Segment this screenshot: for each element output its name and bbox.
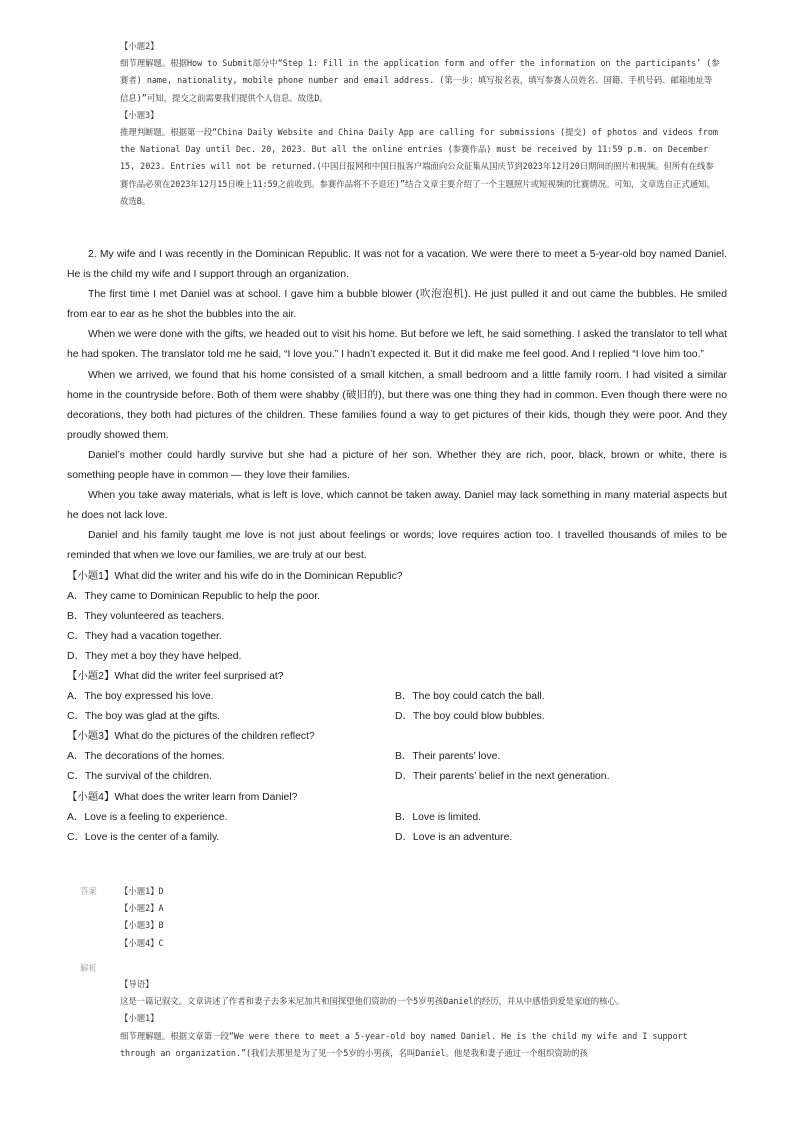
question-title: 【小题4】What does the writer learn from Daniel? bbox=[67, 791, 298, 803]
previous-explanation bbox=[120, 38, 720, 210]
question-2 bbox=[67, 667, 727, 727]
paragraph-6: When you take away materials, what is left is love, which cannot be taken away. Daniel may lack something in many material aspects but he does not lack love. bbox=[67, 490, 727, 522]
option-d: D．Their parents’ belief in the next generation. bbox=[395, 771, 610, 783]
guide-text: 这是一篇记叙文。文章讲述了作者和妻子去多米尼加共和国探望他们资助的一个5岁男孩Daniel的经历，并从中感悟到爱是家庭的核心。 bbox=[120, 996, 625, 1007]
option-d: D．The boy could blow bubbles. bbox=[395, 711, 545, 723]
answers-label: 答案 bbox=[80, 886, 97, 896]
question-title: 【小题2】What did the writer feel surprised at? bbox=[67, 670, 284, 682]
option-c: C．The boy was glad at the gifts. bbox=[67, 711, 221, 723]
option-b: B．Their parents’ love. bbox=[395, 751, 501, 763]
answer-3: 【小题3】B bbox=[120, 920, 164, 931]
answers-list bbox=[120, 883, 164, 952]
answer-1: 【小题1】D bbox=[120, 886, 164, 896]
paragraph-2: The first time I met Daniel was at school. I gave him a bubble blower (吹泡泡机). He just pulled it and out came the bubbles. He smiled from ear to ear as he shot the bubbles into the air. bbox=[67, 289, 727, 321]
options-row bbox=[67, 828, 727, 848]
options-row bbox=[67, 808, 727, 828]
option-d: D．They met a boy they have helped. bbox=[67, 650, 242, 662]
paragraph-5: Daniel’s mother could hardly survive but she had a picture of her son. Whether they are rich, poor, black, brown or white, there is something people have in common — they love their families. bbox=[67, 449, 727, 482]
analysis-q1-text: 细节理解题。根据文章第一段“We were there to meet a 5-year-old boy named Daniel. He is the child my wife and I support through an organization.”(我们去那里是为了见一个5岁的小男孩，名叫Daniel。他是我和妻子通过一个组织资助的孩 bbox=[120, 1030, 688, 1058]
q2-explanation: 细节理解题。根据How to Submit部分中“Step 1: Fill in the application form and offer the information on the participants’ (参赛者) name, nationality, mobile phone number and email address. (第一步：填写报名表，填写参赛人员姓名、国籍、手机号码、邮箱地址等信息)”可知，提交之前需要我们提供个人信息。故选D。 bbox=[120, 58, 720, 103]
option-b: B．They volunteered as teachers. bbox=[67, 610, 225, 622]
paragraph-1: 2. My wife and I was recently in the Dominican Republic. It was not for a vacation. We were there to meet a 5-year-old boy named Daniel. He is the child my wife and I support through an organization. bbox=[67, 249, 727, 281]
paragraph-3: When we were done with the gifts, we headed out to visit his home. But before we left, he said something. I asked the translator to tell what he had spoken. The translator told me he said, “I love you.” I hadn’t expected it. But it did make me feel good. And I replied “I love him too.” bbox=[67, 329, 727, 361]
q3-tag: 【小题3】 bbox=[120, 109, 159, 120]
options-row bbox=[67, 707, 727, 727]
q2-tag: 【小题2】 bbox=[120, 41, 159, 51]
question-4 bbox=[67, 788, 727, 848]
guide-tag: 【导语】 bbox=[120, 979, 154, 989]
option-a: A．Love is a feeling to experience. bbox=[67, 811, 228, 823]
analysis-body bbox=[120, 976, 720, 1062]
reading-passage bbox=[67, 245, 727, 848]
paragraph-7: Daniel and his family taught me love is not just about feelings or words; love requires action too. I travelled thousands of miles to be reminded that when we love our families, we are truly at our best. bbox=[67, 530, 727, 562]
question-3 bbox=[67, 727, 727, 787]
option-b: B．The boy could catch the ball. bbox=[395, 691, 545, 703]
question-title: 【小题1】What did the writer and his wife do in the Dominican Republic? bbox=[67, 570, 403, 582]
options-row bbox=[67, 767, 727, 787]
answer-2: 【小题2】A bbox=[120, 903, 164, 914]
options-row bbox=[67, 687, 727, 707]
option-a: A．The decorations of the homes. bbox=[67, 751, 225, 763]
option-d: D．Love is an adventure. bbox=[395, 831, 513, 843]
option-a: A．The boy expressed his love. bbox=[67, 691, 214, 703]
paragraph-4: When we arrived, we found that his home consisted of a small kitchen, a small bedroom and a little family room. I had visited a similar home in the countryside before. Both of them were shabby (破旧的), but there was one thing they had in common. Even though there were no decorations, they both had pictures of the children. These families found a way to get pictures of their kids, though they were poor. And they proudly showed them. bbox=[67, 369, 727, 441]
analysis-q1-tag: 【小题1】 bbox=[120, 1013, 159, 1024]
option-c: C．Love is the center of a family. bbox=[67, 831, 220, 843]
q3-explanation: 推理判断题。根据第一段“China Daily Website and China Daily App are calling for submissions (提交) of photos and videos from the National Day until Dec. 20, 2023. But all the online entries (参赛作品) must be received by 11:59 p.m. on December 15, 2023. Entries will not be returned.(中国日报网和中国日报客户端面向公众征集从国庆节到2023年12月20日期间的照片和视频。但所有在线参赛作品必须在2023年12月15日晚上11:59之前收到。参赛作品将不予退还)”结合文章主要介绍了一个主题照片或短视频的比赛情况。可知，文章选自正式通知。故选B。 bbox=[120, 127, 718, 206]
answer-4: 【小题4】C bbox=[120, 937, 164, 948]
analysis-label: 解析 bbox=[80, 963, 97, 973]
option-c: C．They had a vacation together. bbox=[67, 630, 222, 642]
options-row bbox=[67, 747, 727, 767]
option-a: A．They came to Dominican Republic to help the poor. bbox=[67, 590, 320, 602]
question-title: 【小题3】What do the pictures of the children reflect? bbox=[67, 731, 315, 743]
option-c: C．The survival of the children. bbox=[67, 771, 212, 783]
option-b: B．Love is limited. bbox=[395, 811, 482, 823]
question-1 bbox=[67, 567, 727, 667]
